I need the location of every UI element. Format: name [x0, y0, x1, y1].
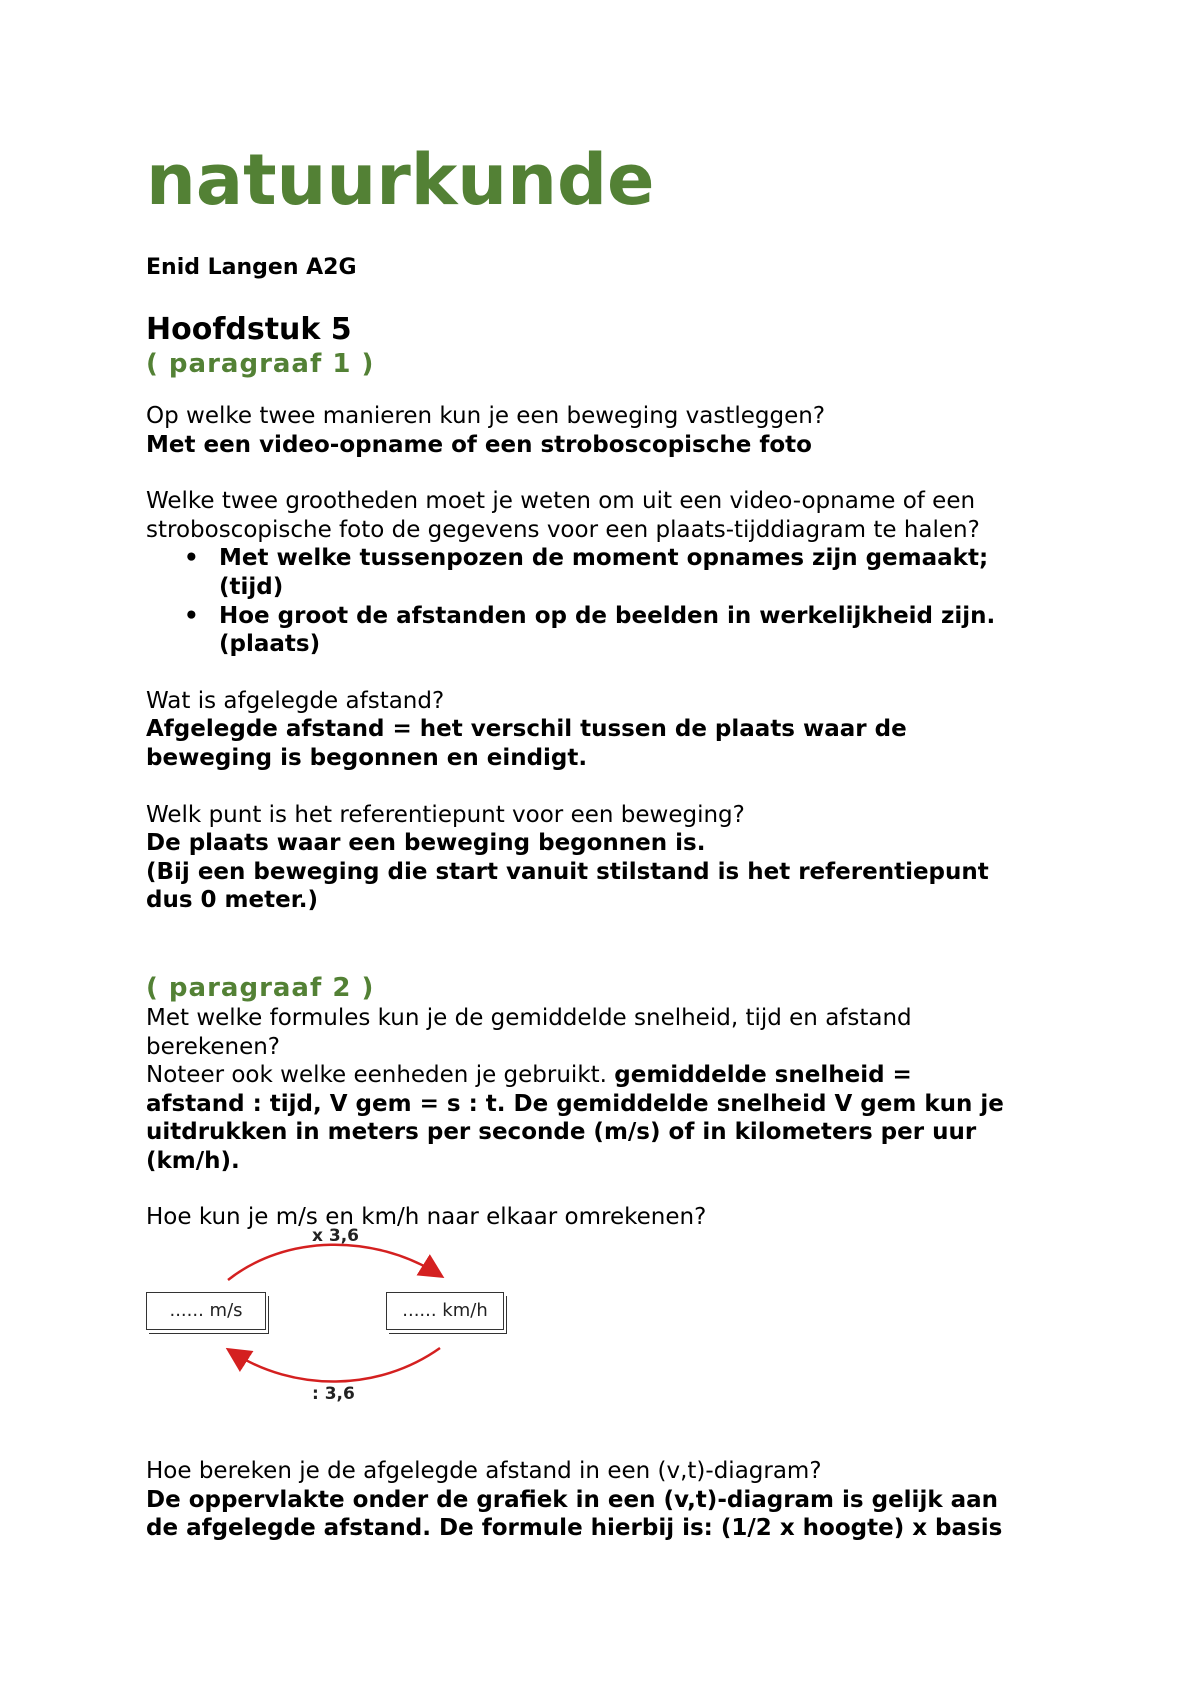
bullet-icon: • [184, 545, 199, 572]
answer-text: beweging is begonnen en eindigt. [146, 744, 588, 771]
divide-label: : 3,6 [312, 1384, 355, 1405]
author-line: Enid Langen A2G [146, 255, 357, 280]
question-answer-line [146, 1061, 1066, 1090]
question-text: Hoe kun je m/s en km/h naar elkaar omrekenen? [146, 1204, 707, 1231]
list-item-text: Hoe groot de afstanden op de beelden in werkelijkheid zijn. [219, 602, 996, 629]
question-text: Welk punt is het referentiepunt voor een beweging? [146, 801, 745, 828]
answer-text: Met een video-opname of een stroboscopische foto [146, 431, 812, 458]
kmh-box: ...... km/h [386, 1292, 504, 1330]
answer-text: De oppervlakte onder de grafiek in een (v,t)-diagram is gelijk aan [146, 1486, 999, 1513]
arrow-divide [232, 1348, 440, 1382]
conversion-diagram [146, 1226, 546, 1412]
answer-text: dus 0 meter.) [146, 887, 319, 914]
answer-text: De plaats waar een beweging begonnen is. [146, 830, 706, 857]
question-text: Wat is afgelegde afstand? [146, 687, 445, 714]
multiply-label: x 3,6 [312, 1226, 359, 1247]
question-text: Welke twee grootheden moet je weten om uit een video-opname of een [146, 488, 976, 515]
answer-bullet-list [146, 544, 1066, 658]
list-item-text: Met welke tussenpozen de moment opnames zijn gemaakt; [219, 545, 989, 572]
answer-text: afstand : tijd, V gem = s : t. De gemiddelde snelheid V gem kun je [146, 1090, 1004, 1117]
list-item [146, 544, 1066, 601]
ms-box: ...... m/s [146, 1292, 266, 1330]
answer-text: Afgelegde afstand = het verschil tussen de plaats waar de [146, 716, 907, 743]
answer-text: (Bij een beweging die start vanuit stilstand is het referentiepunt [146, 858, 989, 885]
document-title: natuurkunde [146, 139, 655, 221]
answer-text: (km/h). [146, 1147, 240, 1174]
section-heading-par1: ( paragraaf 1 ) [146, 349, 375, 379]
answer-text: gemiddelde snelheid = [614, 1062, 912, 1089]
question-text: Noteer ook welke eenheden je gebruikt. [146, 1062, 615, 1089]
document-page [146, 140, 1066, 1543]
chapter-heading: Hoofdstuk 5 [146, 312, 352, 347]
section-heading-par2: ( paragraaf 2 ) [146, 972, 375, 1003]
list-item-text: (plaats) [219, 631, 321, 658]
question-text: stroboscopische foto de gegevens voor een plaats-tijddiagram te halen? [146, 516, 980, 543]
question-text: Op welke twee manieren kun je een beweging vastleggen? [146, 403, 826, 429]
question-text: Met welke formules kun je de gemiddelde snelheid, tijd en afstand [146, 1004, 912, 1031]
bullet-icon: • [184, 602, 199, 629]
list-item-text: (tijd) [219, 573, 284, 600]
answer-text: uitdrukken in meters per seconde (m/s) of in kilometers per uur [146, 1119, 977, 1146]
answer-text: de afgelegde afstand. De formule hierbij is: (1/2 x hoogte) x basis [146, 1515, 1003, 1542]
question-text: Hoe bereken je de afgelegde afstand in een (v,t)-diagram? [146, 1458, 822, 1485]
arrow-multiply [228, 1245, 438, 1280]
question-text: berekenen? [146, 1033, 281, 1060]
list-item [146, 602, 1066, 659]
